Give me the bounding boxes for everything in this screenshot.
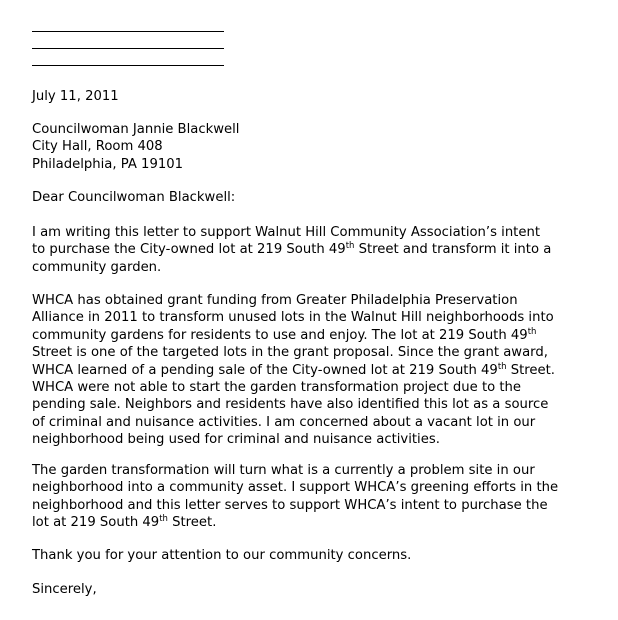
- p2-line-3-a: community gardens for residents to use and enjoy. The lot at 219 South 49: [32, 327, 528, 343]
- p2-line-3-sup: th: [527, 326, 537, 337]
- blank-line-2: [32, 48, 224, 49]
- p3-line-4-b: Street.: [167, 515, 217, 531]
- blank-line-3: [32, 65, 224, 66]
- p3-line-1: The garden transformation will turn what is a currently a problem site in our: [32, 463, 535, 478]
- p2-line-1: WHCA has obtained grant funding from Greater Philadelphia Preservation: [32, 293, 518, 308]
- closing: [32, 581, 612, 598]
- salutation-text: Dear Councilwoman Blackwell:: [32, 190, 236, 205]
- p3-line-4: [32, 514, 612, 531]
- p1-line-2-sup: th: [345, 241, 355, 252]
- p2-line-9: neighborhood being used for criminal and nuisance activities.: [32, 432, 440, 448]
- letter-date: [32, 88, 612, 105]
- salutation: [32, 189, 612, 206]
- p1-line-2: [32, 241, 612, 258]
- closing-text: Sincerely,: [32, 582, 97, 597]
- p3-line-3: neighborhood and this letter serves to support WHCA’s intent to purchase the: [32, 497, 548, 513]
- paragraph-1: [32, 224, 612, 276]
- blank-line-1: [32, 31, 224, 32]
- p2-line-5-b: Street.: [506, 362, 556, 378]
- recipient-address-line-2: Philadelphia, PA 19101: [32, 156, 183, 172]
- p2-line-2: Alliance in 2011 to transform unused lots in the Walnut Hill neighborhoods into: [32, 310, 554, 326]
- recipient-address: [32, 121, 612, 173]
- p2-line-5: [32, 362, 612, 379]
- p1-line-2-b: Street and transform it into a: [354, 242, 552, 258]
- p1-line-1: I am writing this letter to support Walnut Hill Community Association’s intent: [32, 225, 540, 240]
- recipient-address-line-1: City Hall, Room 408: [32, 139, 163, 155]
- recipient-name: Councilwoman Jannie Blackwell: [32, 122, 240, 137]
- date-text: July 11, 2011: [32, 89, 119, 104]
- p2-line-7: pending sale. Neighbors and residents have also identified this lot as a source: [32, 397, 549, 413]
- p3-line-4-a: lot at 219 South 49: [32, 515, 160, 531]
- paragraph-3: [32, 462, 612, 532]
- p1-line-2-a: to purchase the City-owned lot at 219 South 49: [32, 242, 346, 258]
- p1-line-3: community garden.: [32, 259, 162, 275]
- paragraph-2: [32, 292, 612, 449]
- p2-line-8: of criminal and nuisance activities. I am concerned about a vacant lot in our: [32, 414, 536, 430]
- p3-line-2: neighborhood into a community asset. I support WHCA’s greening efforts in the: [32, 480, 559, 496]
- p2-line-5-a: WHCA learned of a pending sale of the City-owned lot at 219 South 49: [32, 362, 498, 378]
- p2-line-5-sup: th: [497, 361, 507, 372]
- p2-line-4: Street is one of the targeted lots in the grant proposal. Since the grant award,: [32, 345, 548, 361]
- p2-line-6: WHCA were not able to start the garden transformation project due to the: [32, 379, 522, 395]
- p3-line-4-sup: th: [159, 514, 168, 525]
- p2-line-3: [32, 327, 612, 344]
- paragraph-4: [32, 547, 612, 564]
- p4-text: Thank you for your attention to our community concerns.: [32, 548, 412, 563]
